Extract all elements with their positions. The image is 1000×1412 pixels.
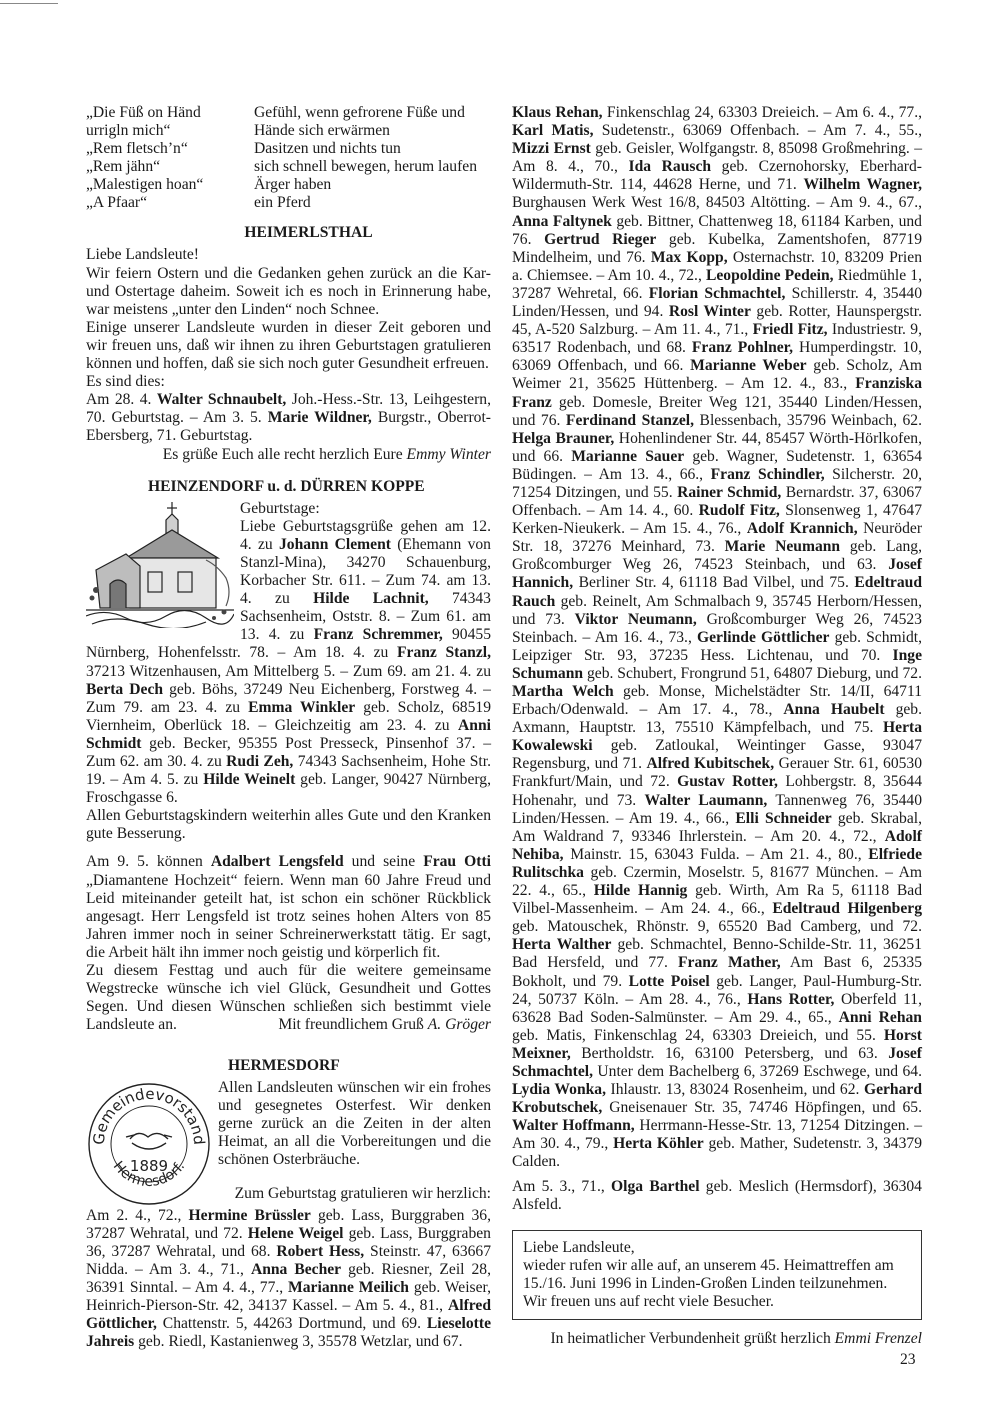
person-name: Adolf Nehiba, [512,827,922,863]
person-name: Herta Walther [512,936,612,954]
author-name: Emmi Frenzel [834,1330,922,1348]
text-run: geb. Reinelt, Am Schmalbach 9, 35745 Herborn/Hessen, und 73. [512,592,922,628]
text-run: Silcherstr. 20, 71254 Ditzingen, und 55. [512,465,923,501]
person-name: Herta Köhler [613,1135,704,1153]
text-run: geb. Monse, Michelstädter Str. 14/II, 64711 Erbach/Odenwald. – Am 17. 4., 78., [512,683,922,719]
dialect-term: „Malestigen hoan“ [86,176,204,194]
notice-text: Wir freuen uns auf recht viele Besucher. [523,1293,774,1310]
dialect-term: „Rem jähn“ [86,158,161,176]
person-name: Franz Mather, [678,954,781,972]
dialect-terms [86,104,254,212]
diamond-wedding-wishes: Zu diesem Festtag und auch für die weitere gemeinsame Wegstrecke wünsche ich viel Glück, Gesundheit und Gottes Segen. Und diesen Wünschen schließen sich bestimmt viele Landsleute an. [86,962,491,1034]
text-run: geb. Langer, 90427 Nürnberg, Froschgasse 6. [86,771,491,807]
text-run: 74343 Sachsenheim, Oststr. 8. – Zum 61. am 13. 4. zu [240,590,491,644]
hermesdorf-congrats: Zum Geburtstag gratulieren wir herzlich: [234,1185,491,1203]
text-run: geb. Böhs, 37249 Neu Eichenberg, Forstweg 4. – Zum 79. am 23. 4. zu [86,680,491,716]
right-column [512,104,922,1348]
text-run: geb. Zatloukal, Weintinger Gasse, 93047 Regensburg, und 71. [512,737,922,773]
text-run: Unter dem Bachelberg 6, 37269 Eschwege, und 64. [593,1062,922,1080]
text-run: Riedmühle 1, 37287 Wehretal, 66. [512,266,922,302]
person-name: Emma Winkler [248,698,356,716]
dialect-meaning: sich schnell bewegen, herum laufen [254,158,477,176]
heimerlsthal-greeting: Liebe Landsleute! [86,246,200,264]
person-name: Rainer Schmid, [677,483,782,501]
text-run: geb. Riesner, Zeil 28, 36391 Sinntal. – Am 4. 4., 77., [86,1260,491,1296]
text-run: geb. Mather, Sudetenstr. 3, 34379 Calden. [512,1135,922,1171]
person-name: Gustav Rotter, [677,773,778,791]
person-name: Adalbert Lengsfeld [210,853,344,871]
hermesdorf-birthdays-continued [512,104,922,1172]
text-run: In heimatlicher Verbundenheit grüßt herzlich [550,1330,835,1348]
text-run: Am 2. 4., 72., [86,1206,189,1224]
text-run: Burgstr., Oberrot-Ebersberg, 71. Geburtstag. [86,409,492,445]
heinzendorf-section [86,500,491,1035]
text-run: Bertholdstr. 16, 63100 Petersberg, und 63. [570,1044,889,1062]
text-run: Humperdingstr. 10, 63069 Offenbach, und 66. [512,339,923,375]
text-run: Blessenbach, 35796 Weinbach, 62. [694,411,922,429]
text-run: Herrmann-Hesse-Str. 13, 71254 Ditzingen. – Am 30. 4., 79., [512,1117,923,1153]
author-name: Emmy Winter [406,445,491,463]
reunion-notice-box [512,1230,922,1320]
text-run: Am 9. 5. können [86,853,211,871]
person-name: Gerhard Krobutschek, [512,1081,922,1117]
person-name: Wilhelm Wagner, [803,176,922,194]
text-run: geb. Scholz, Am Weimer 21, 35625 Hüttenberg. – Am 12. 4., 83., [512,357,922,393]
person-name: Hans Rotter, [747,990,835,1008]
hermesdorf-section [86,1079,491,1352]
seal-text-bottom: Hermesdorf. [109,1158,189,1190]
person-name: Lieselotte Jahreis [86,1315,491,1351]
person-name: Edeltraud Hilgenberg [772,900,922,918]
person-name: Herta Kowalewski [512,719,922,755]
text-run: Slonsenweg 1, 47647 Kerken-Nieukerk. – Am 15. 4., 76., [512,502,923,538]
heimerlsthal-signoff [86,446,491,464]
person-name: Friedl Fitz, [752,321,828,339]
dialect-term: „Rem fletsch’n“ [86,140,188,157]
text-run: „Diamantene Hochzeit“ feiern. Wenn man 60 Jahre Freud und Leid miteinander geteilt hat, ist schon ein schöner Rückblick angesagt. Herr Lengsfeld ist trotz seines hohen Alters von 85 Jahren immer noch in seiner Schreinerwerkstatt tätig. Er sagt, die Arbeit hält ihn immer noch geistig und körperlich fit. [86,871,491,961]
text-run: 74343 Sachsenheim, Hohe Str. 19. – Am 4. 5. zu [86,753,491,789]
text-run: geb. Meslich (Hermsdorf), 36304 Alsfeld. [512,1177,922,1213]
text-run: Chattenstr. 5, 44263 Dortmund, und 69. [156,1315,427,1333]
text-run: Joh.-Hess.-Str. 13, Leihgestern, 70. Geburtstag. – Am 3. 5. [86,391,491,427]
person-name: Frau Otti [423,853,491,871]
text-run: geb. Wagner, Sudetenstr. 1, 63654 Büdingen. – Am 13. 4., 66., [512,447,923,483]
text-run: Industriestr. 9, 63517 Rodenbach, und 68. [512,321,922,357]
person-name: Viktor Neumann, [574,610,697,628]
chapel-illustration [86,500,234,628]
person-name: Walter Schnaubelt, [156,391,287,409]
text-run: geb. Schmidt, Leipziger Str. 93, 37235 Hess. Lichtenau, und 70. [512,628,922,664]
person-name: Franz Stanzl, [397,644,491,662]
person-name: Gerlinde Göttlicher [696,628,830,646]
text-run: Finkenschlag 24, 63303 Dreieich. – Am 6. 4., 77., [602,104,922,121]
person-name: Robert Hess, [276,1242,365,1260]
person-name: Marianne Meilich [288,1278,409,1296]
text-run: Oberfeld 11, 63628 Bad Soden-Salmünster. – Am 29. 4., 65., [512,990,922,1026]
person-name: Leopoldine Pedein, [705,266,834,284]
heinzendorf-wishes: Allen Geburtstagskindern weiterhin alles Gute und den Kranken gute Besserung. [86,807,491,843]
dialect-meaning: Gefühl, wenn gefrorene Füße und Hände sich erwärmen [254,104,465,140]
seal-year: 1889 [129,1156,169,1175]
text-run: Sudetenstr., 63069 Offenbach. – Am 7. 4., 55., [593,122,922,140]
text-run: Großcomburger Weg 26, 74523 Steinbach. – Am 16. 4., 73., [512,610,922,646]
heimerlsthal-paragraph: Einige unserer Landsleute wurden in dieser Zeit geboren und wir freuen uns, daß wir ihnen zu ihren Geburtstagen gratulieren können und hoffen, daß sie sich noch guter Gesundheit erfreuen. [86,318,491,373]
text-run: Ihlaustr. 13, 83024 Rosenheim, und 62. [605,1081,864,1099]
heinzendorf-intro: Geburtstage: [240,499,320,517]
person-name: Anna Haubelt [783,701,885,719]
person-name: Lydia Wonka, [512,1081,606,1099]
person-name: Horst Meixner, [512,1026,922,1062]
left-column [86,104,491,1351]
text-run: Hohenlindener Str. 44, 85457 Wörth-Hörlkofen, und 66. [512,429,922,465]
person-name: Olga Barthel [611,1177,700,1195]
person-name: Gertrud Rieger [544,230,657,248]
dialect-term: „A Pfaar“ [86,194,148,212]
person-name: Walter Laumann, [644,791,768,809]
text-run: geb. Langer, Paul-Humburg-Str. 24, 50737 Köln. – Am 28. 4., 76., [512,972,923,1008]
text-run: geb. Czernohorsky, Eberhard-Wildermuth-Str. 114, 44628 Herne, und 71. [512,158,922,194]
text-run: Liebe Geburtstagsgrüße gehen am 12. 4. zu [240,517,491,553]
text-run: geb. Becker, 95355 Post Presseck, Pinsenhof 37. – Zum 62. am 30. 4. zu [86,734,491,770]
person-name: Hermine Brüssler [188,1206,311,1224]
person-name: Franz Pohlner, [691,339,794,357]
text-run: Osternachstr. 10, 83209 Prien a. Chiemsee. – Am 10. 4., 72., [512,248,922,284]
text-run: Gneisenauer Str. 35, 74746 Höpfingen, und 65. [602,1099,922,1117]
person-name: Florian Schmachtel, [648,284,786,302]
person-name: Ferdinand Stanzel, [565,411,695,429]
person-name: Elli Schneider [735,809,832,827]
person-name: Franz Schremmer, [313,626,443,644]
person-name: Rosl Winter [668,303,751,321]
person-name: Max Kopp, [650,248,728,266]
heimerlsthal-heading: HEIMERLSTHAL [244,224,373,242]
top-rule [0,3,58,4]
hermesdorf-signoff [512,1330,922,1348]
text-run: geb. Rotter, Haunspergstr. 45, A-520 Salzburg. – Am 11. 4., 71., [512,303,922,339]
person-name: Alfred Kubitschek, [646,755,775,773]
text-run: Gerauer Str. 61, 60530 Frankfurt/Main, und 72. [512,755,923,791]
heinzendorf-heading: HEINZENDORF u. d. DÜRREN KOPPE [148,477,425,495]
person-name: Alfred Göttlicher, [86,1297,491,1333]
text-run: geb. Kubelka, Zamentshofen, 87719 Mindelheim, und 76. [512,230,922,266]
text-run: geb. Schmachtel, Benno-Schilde-Str. 11, 36251 Bad Hersfeld, und 77. [512,936,922,972]
text-run: geb. Riedl, Kastanienweg 3, 35578 Wetzlar, und 67. [134,1333,463,1351]
person-name: Anni Schmidt [86,716,491,752]
person-name: Josef Schmachtel, [512,1044,922,1080]
person-name: Franziska Franz [512,375,922,411]
person-name: Adolf Krannich, [746,520,858,538]
text-run: geb. Schubert, Frongrund 51, 64807 Dieburg, und 72. [583,664,922,682]
dialect-meaning: Ärger haben [254,176,332,194]
dialect-meaning: ein Pferd [254,194,311,212]
person-name: Helene Weigel [247,1224,344,1242]
text-run: Steinstr. 47, 63667 Nidda. – Am 3. 4., 71., [86,1242,492,1278]
person-name: Mizzi Ernst [512,140,591,158]
seal-text-top: Gemeindevorstand [89,1084,209,1146]
dialect-term: „Die Füß on Händ urrigln mich“ [86,104,201,140]
text-run: geb. Matouschek, Rhönstr. 9, 65520 Bad Camberg, und 72. [512,918,922,936]
text-run: Bernardstr. 37, 63067 Offenbach. – Am 14. 4., 60. [512,483,922,520]
author-name: A. Gröger [427,1016,491,1034]
heimerlsthal-paragraph: Es sind dies: [86,373,165,391]
hermesdorf-birthdays [86,1207,491,1352]
text-run: geb. Domesle, Breiter Weg 121, 35440 Linden/Hessen, und 76. [512,393,922,429]
person-name: Edeltraud Rauch [512,574,922,610]
text-run: Burghausen Werk West 16/8, 84503 Altötting. – Am 9. 4., 67., [512,194,922,212]
text-run: Mainstr. 15, 63043 Fulda. – Am 21. 4., 80., [563,845,869,863]
heimerlsthal-paragraph: Wir feiern Ostern und die Gedanken gehen zurück an die Kar- und Ostertage daheim. Soweit ich es noch in Erinnerung habe, war meistens „unter den Linden“ noch Schnee. [86,264,491,318]
notice-text: wieder rufen wir alle auf, an unserem 45. Heimattreffen am 15./16. Juni 1996 in Linden-Großen Linden teilzunehmen. [523,1256,894,1292]
text-run: Tannenweg 76, 35440 Linden/Hessen. – Am 19. 4., 66., [512,791,923,827]
text-run: geb. Czermin, Moselstr. 5, 81677 München. – Am 22. 4., 65., [512,863,922,900]
text-run: geb. Matis, Finkenschlag 24, 63303 Dreieich, und 55. [512,1026,884,1044]
text-run: geb. Wirth, Am Ra 5, 61118 Bad Vilbel-Massenheim. – Am 24. 4., 66., [512,882,923,918]
dialect-glossary [86,104,491,212]
text-run: geb. Lang, Großcomburger Weg 26, 74523 Steinbach, und 63. [512,538,923,574]
text-run: 90455 Nürnberg, Hohenfelsstr. 78. – Am 18. 4. zu [86,626,491,662]
text-run: geb. Lass, Burggraben 36, 37287 Wehratal, und 68. [86,1224,491,1260]
person-name: Klaus Rehan, [512,104,603,121]
text-run: geb. Skrabal, Am Waldrand 7, 93346 Ihrlerstein. – Am 20. 4., 72., [512,809,922,845]
text-run: Schillerstr. 4, 35440 Linden/Hessen, und 94. [512,284,922,321]
person-name: Helga Brauner, [512,429,615,447]
person-name: Hilde Weinelt [203,771,296,789]
person-name: Anna Becher [250,1260,342,1278]
person-name: Berta Dech [86,680,164,698]
person-name: Marie Neumann [724,538,841,556]
person-name: Johann Clement [278,535,391,553]
text-run: Lohbergstr. 8, 35644 Hohenahr, und 73. [512,773,922,809]
dialect-meaning: Dasitzen und nichts tun [254,140,401,157]
person-name: Rudi Zeh, [226,753,294,770]
person-name: Martha Welch [512,683,614,700]
person-name: Rudolf Fitz, [698,502,780,520]
person-name: Marianne Weber [690,357,807,375]
municipal-seal [86,1081,212,1207]
person-name: Josef Hannich, [512,556,922,592]
person-name: Lotte Poisel [628,972,710,990]
person-name: Marianne Sauer [571,447,685,465]
heimerlsthal-birthdays [86,391,491,445]
page-number: 23 [900,1351,916,1368]
person-name: Marie Wildner, [267,409,372,427]
text-run: Neuröder Str. 18, 37276 Meinhard, 73. [512,520,923,556]
person-name: Elfriede Rulitschka [512,845,922,881]
text-run: Am Bast 6, 25335 Bokholt, und 79. [512,954,923,990]
person-name: Anni Rehan [838,1008,922,1026]
text-run: geb. Scholz, 68519 Viernheim, Oberlück 18. – Gleichzeitig am 23. 4. zu [86,698,491,734]
notice-greeting: Liebe Landsleute, [523,1238,635,1256]
text-run: geb. Bittner, Chattenweg 18, 61184 Karben, und 76. [512,212,922,248]
person-name: Hilde Lachnit, [313,590,429,608]
person-name: Ida Rausch [628,158,712,176]
person-name: Franz Schindler, [710,465,825,483]
person-name: Inge Schumann [512,646,922,682]
hermesdorf-birthday-late [512,1178,922,1214]
dialect-meanings [254,104,491,212]
text-run: geb. Axmann, Hauptstr. 13, 75510 Kämpfelbach, und 75. [512,701,922,737]
text-run: und seine [343,853,424,871]
text-run: Am 28. 4. [86,391,157,409]
text-run: (Ehemann von Stanzl-Mina), 34270 Schauenburg, Korbacher Str. 611. – Zum 74. am 13. 4. zu [240,535,491,608]
person-name: Walter Hoffmann, [512,1117,635,1135]
person-name: Karl Matis, [512,122,594,140]
person-name: Hilde Hannig [593,882,688,900]
hermesdorf-heading: HERMESDORF [228,1056,340,1074]
text-run: geb. Geisler, Wolfgangstr. 8, 85098 Großmehring. – Am 8. 4., 70., [512,140,922,176]
hermesdorf-intro: Allen Landsleuten wünschen wir ein frohes und gesegnetes Osterfest. Wir denken gerne zurück an die Zeiten in der alten Heimat, an all die Vorbereitungen und die schönen Osterbräuche. [218,1078,491,1168]
text-run: geb. Weiser, Heinrich-Pierson-Str. 42, 34137 Kassel. – Am 5. 4., 81., [86,1278,491,1315]
person-name: Anna Faltynek [512,212,612,230]
text-run: Mit freundlichem Gruß [278,1016,428,1034]
text-run: Berliner Str. 4, 61118 Bad Vilbel, und 75. [573,574,855,592]
text-run: Es grüße Euch alle recht herzlich Eure [162,445,407,463]
text-run: geb. Lass, Burggraben 36, 37287 Wehratal, und 72. [86,1206,491,1242]
text-run: Am 5. 3., 71., [512,1177,612,1195]
text-run: 37213 Witzenhausen, Am Mittelberg 5. – Zum 69. am 21. 4. zu [86,662,491,680]
diamond-wedding-paragraph [86,853,491,962]
